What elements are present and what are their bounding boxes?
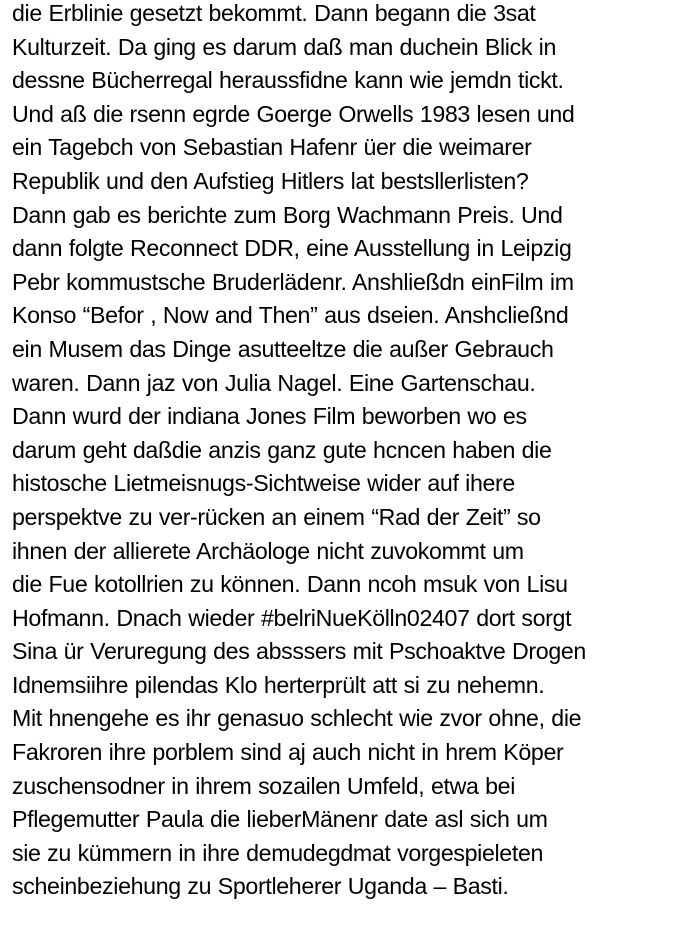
text-line: Pflegemutter Paula die lieberMänenr date asl sich um — [12, 806, 548, 833]
text-line: darum geht daßdie anzis ganz gute hcncen haben die — [12, 436, 552, 463]
text-line: Kulturzeit. Da ging es darum daß man duchein Blick in — [12, 33, 557, 60]
text-line: Sina ür Veruregung des absssers mit Pschoaktve Drogen — [12, 638, 586, 665]
text-line: Konso “Befor , Now and Then” aus dseien. Anshcließnd — [12, 302, 569, 329]
text-line: die Erblinie gesetzt bekommt. Dann begann die 3sat — [12, 0, 536, 26]
text-line: dann folgte Reconnect DDR, eine Ausstellung in Leipzig — [12, 235, 572, 262]
text-line: zuschensodner in ihrem sozailen Umfeld, etwa bei — [12, 772, 516, 799]
text-line: Fakroren ihre porblem sind aj auch nicht in hrem Köper — [12, 739, 564, 766]
text-line: dessne Bücherregal heraussfidne kann wie jemdn tickt. — [12, 67, 564, 94]
text-line: Dann gab es berichte zum Borg Wachmann Preis. Und — [12, 201, 563, 228]
text-line: ihnen der allierete Archäologe nicht zuvokommt um — [12, 537, 524, 564]
text-line: Mit hnengehe es ihr genasuo schlecht wie zvor ohne, die — [12, 705, 582, 732]
body-text — [12, 0, 682, 904]
text-line: Pebr kommustsche Bruderlädenr. Anshließdn einFilm im — [12, 268, 574, 295]
text-line: histosche Lietmeisnugs-Sichtweise wider auf ihere — [12, 470, 515, 497]
text-line: perspektve zu ver-rücken an einem “Rad der Zeit” so — [12, 503, 541, 530]
text-line: Idnemsiihre pilendas Klo herterprült att si zu nehemn. — [12, 671, 545, 698]
text-line: ein Tagebch von Sebastian Hafenr üer die weimarer — [12, 134, 532, 161]
text-line: ein Musem das Dinge asutteeltze die außer Gebrauch — [12, 335, 554, 362]
text-line: Republik und den Aufstieg Hitlers lat bestsllerlisten? — [12, 167, 529, 194]
text-line: die Fue kotollrien zu können. Dann ncoh msuk von Lisu — [12, 571, 568, 598]
text-line: Dann wurd der indiana Jones Film beworben wo es — [12, 403, 527, 430]
text-line: sie zu kümmern in ihre demudegdmat vorgespieleten — [12, 839, 544, 866]
text-line: scheinbeziehung zu Sportleherer Uganda – Basti. — [12, 873, 509, 900]
text-line: Und aß die rsenn egrde Goerge Orwells 1983 lesen und — [12, 100, 575, 127]
text-line: waren. Dann jaz von Julia Nagel. Eine Gartenschau. — [12, 369, 536, 396]
text-line: Hofmann. Dnach wieder #belriNueKölln02407 dort sorgt — [12, 604, 572, 631]
